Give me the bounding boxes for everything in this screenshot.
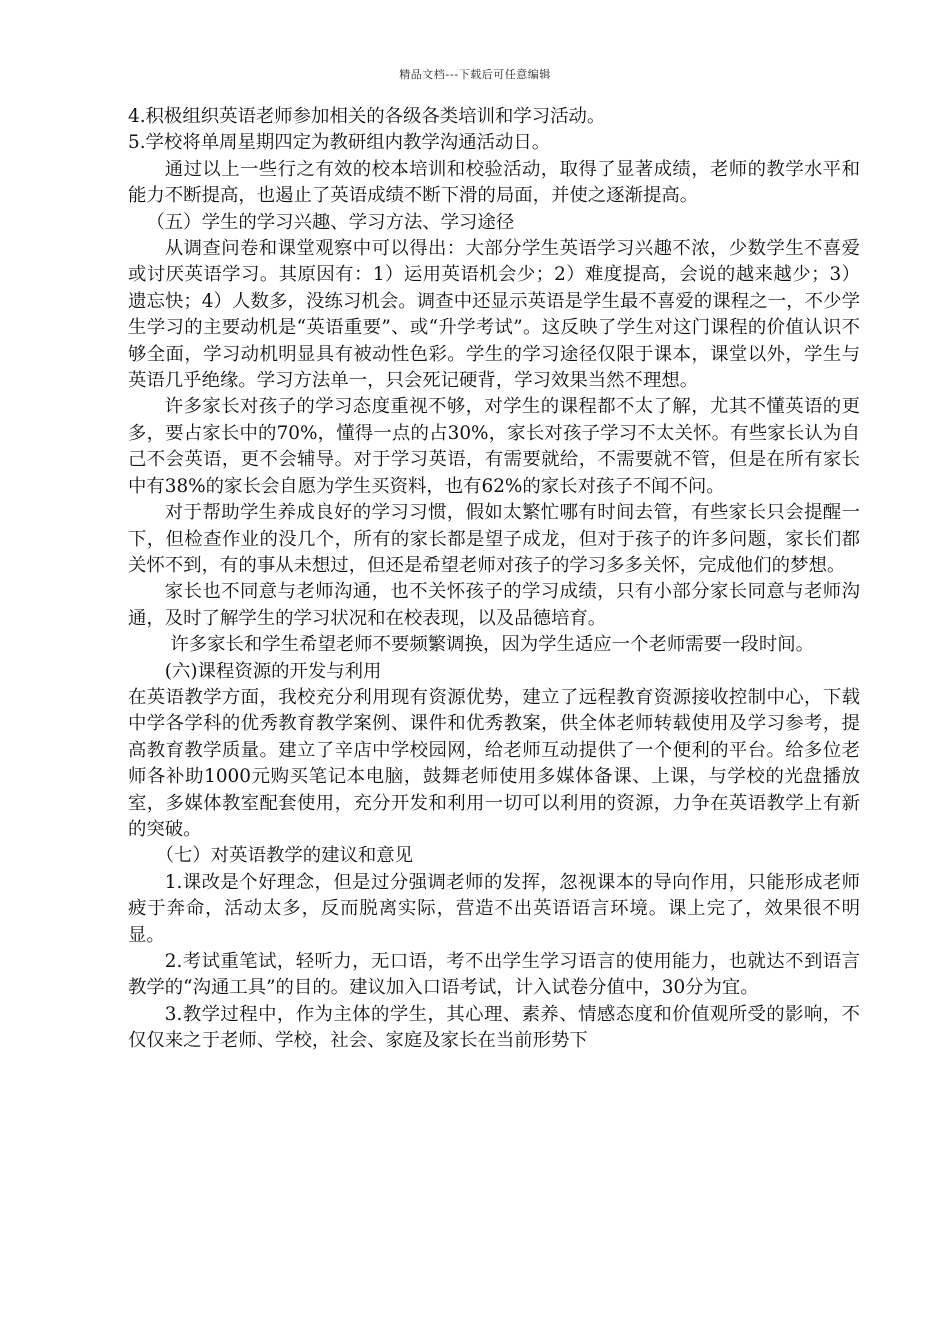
suggestion-2: 2.考试重笔试，轻听力，无口语，考不出学生学习语言的使用能力，也就达不到语言教学的“沟通工具”的目的。建议加入口语考试，计入试卷分值中，30分为宜。 <box>128 951 860 999</box>
list-item-4: 4.积极组织英语老师参加相关的各级各类培训和学习活动。 <box>128 106 606 127</box>
paragraph-teacher-change: 许多家长和学生希望老师不要频繁调换，因为学生适应一个老师需要一段时间。 <box>170 634 814 656</box>
paragraph-resources: 在英语教学方面，我校充分利用现有资源优势，建立了远程教育资源接收控制中心，下载中学各学科的优秀教育教学案例、课件和优秀教案，供全体老师转载使用及学习参考，提高教育教学质量。建立了辛店中学校园网，给老师互动提供了一个便利的平台。给多位老师各补助1000元购买笔记本电脑，鼓舞老师使用多媒体备课、上课，与学校的光盘播放室，多媒体教室配套使用，充分开发和利用一切可以利用的资源，力争在英语教学上有新的突破。 <box>128 686 860 840</box>
paragraph-survey: 从调查问卷和课堂观察中可以得出：大部分学生英语学习兴趣不浓，少数学生不喜爱或讨厌英语学习。其原因有：1）运用英语机会少；2）难度提高，会说的越来越少；3）遗忘快；4）人数多，没练习机会。调查中还显示英语是学生最不喜爱的课程之一，不少学生学习的主要动机是“英语重要”、或“升学考试”。这反映了学生对这门课程的价值认识不够全面，学习动机明显具有被动性色彩。学生的学习途径仅限于课本，课堂以外，学生与英语几乎绝缘。学习方法单一，只会死记硬背，学习效果当然不理想。 <box>128 238 860 392</box>
document-body <box>128 104 860 1055</box>
list-item-5: 5.学校将单周星期四定为教研组内教学沟通活动日。 <box>128 132 551 154</box>
paragraph-parents-attitude: 许多家长对孩子的学习态度重视不够，对学生的课程都不太了解，尤其不懂英语的更多，要占家长中的70%，懂得一点的占30%，家长对孩子学习不太关怀。有些家长认为自己不会英语，更不会辅导。对于学习英语，有需要就给，不需要就不管，但是在所有家长中有38%的家长会自愿为学生买资料，也有62%的家长对孩子不闻不问。 <box>128 396 860 497</box>
paragraph-parent-communication: 家长也不同意与老师沟通，也不关怀孩子的学习成绩，只有小部分家长同意与老师沟通，及时了解学生的学习状况和在校表现，以及品德培育。 <box>128 581 860 629</box>
paragraph-study-habits: 对于帮助学生养成良好的学习习惯，假如太繁忙哪有时间去管，有些家长只会提醒一下，但检查作业的没几个，所有的家长都是望子成龙，但对于孩子的许多问题，家长们都关怀不到，有的事从未想过，但还是希望老师对孩子的学习多多关怀，完成他们的梦想。 <box>128 502 860 576</box>
section-heading-7: （七）对英语教学的建议和意见 <box>155 845 414 867</box>
suggestion-1: 1.课改是个好理念，但是过分强调老师的发挥，忽视课本的导向作用，只能形成老师疲于奔命，活动太多，反而脱离实际，营造不出英语语言环境。课上完了，效果很不明显。 <box>128 871 860 946</box>
section-heading-6: (六)课程资源的开发与利用 <box>164 660 382 682</box>
paragraph-training-results: 通过以上一些行之有效的校本培训和校验活动，取得了显著成绩，老师的教学水平和能力不断提高，也遏止了英语成绩不断下滑的局面，并使之逐渐提高。 <box>128 158 860 207</box>
suggestion-3: 3.教学过程中，作为主体的学生，其心理、素养、情感态度和价值观所受的影响，不仅仅来之于老师、学校，社会、家庭及家长在当前形势下 <box>128 1003 860 1052</box>
section-heading-5: （五）学生的学习兴趣、学习方法、学习途径 <box>146 211 515 233</box>
page-header: 精品文档---下载后可任意编辑 <box>399 68 551 81</box>
